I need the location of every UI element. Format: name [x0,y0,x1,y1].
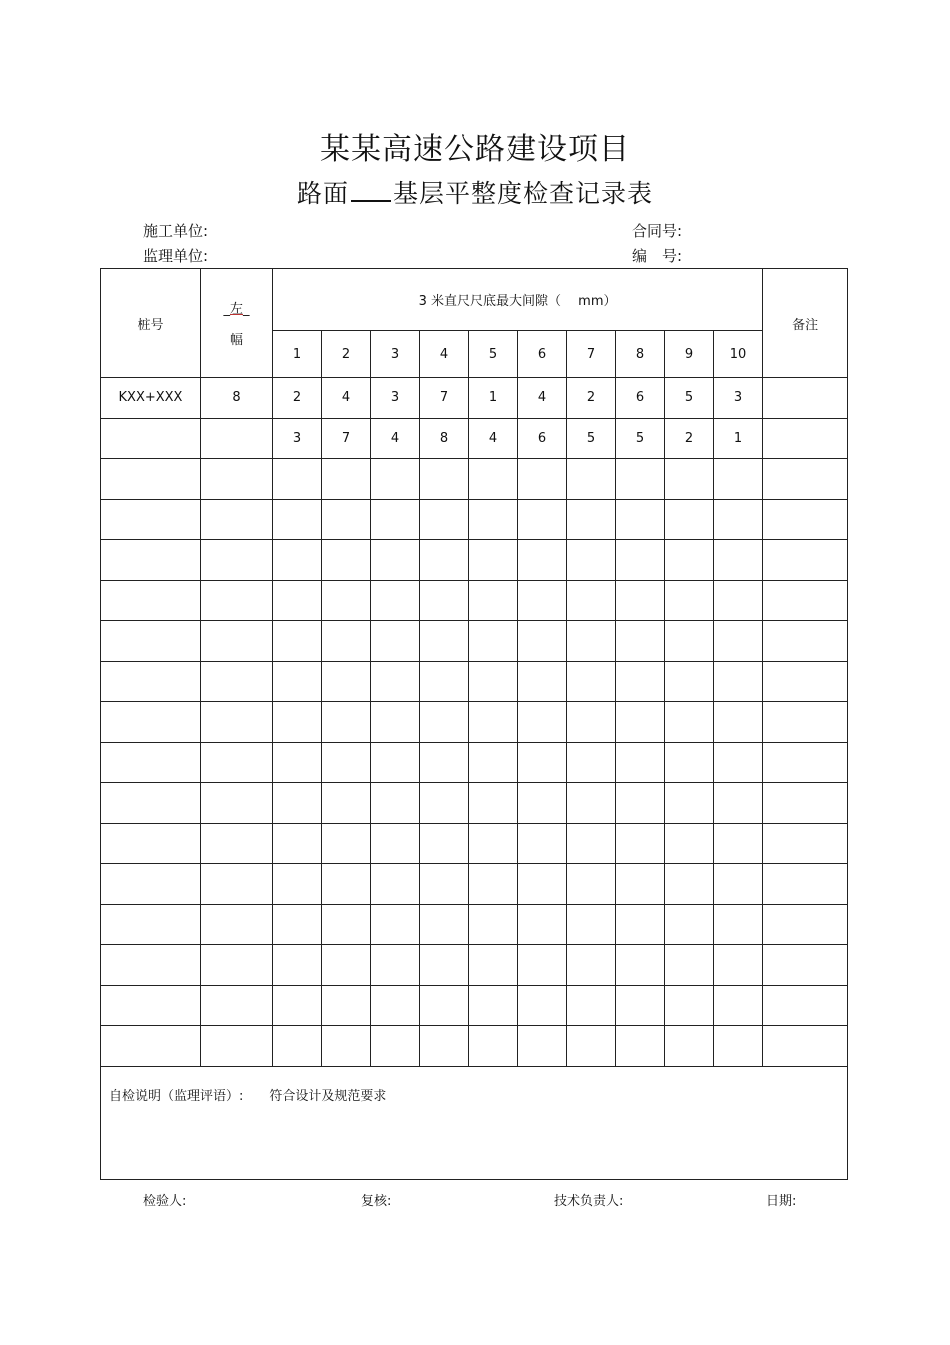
measure-cell[interactable] [322,621,371,662]
side-cell[interactable] [201,945,273,986]
measure-cell[interactable] [322,864,371,905]
stake-cell[interactable] [101,1026,201,1067]
supervision-unit-label: 监理单位: [143,247,209,265]
remark-cell[interactable] [763,499,848,540]
measure-cell[interactable] [665,823,714,864]
measure-cell[interactable] [273,661,322,702]
measure-cell[interactable]: 6 [616,378,665,419]
stake-cell[interactable] [101,621,201,662]
header-side [201,269,273,378]
table-row [101,378,848,419]
measure-cell[interactable] [518,540,567,581]
table-row [101,945,848,986]
stake-cell[interactable] [101,459,201,500]
measure-cell[interactable] [518,904,567,945]
measure-cell[interactable] [469,621,518,662]
measure-cell[interactable] [714,985,763,1026]
measure-cell[interactable] [322,540,371,581]
measure-cell[interactable] [469,702,518,743]
remark-cell[interactable] [763,418,848,459]
side-cell[interactable] [201,418,273,459]
subtitle-suffix: 基层平整度检查记录表 [393,179,654,208]
measure-cell[interactable] [714,661,763,702]
table-row [101,459,848,500]
measure-cell[interactable] [371,702,420,743]
measure-cell[interactable] [714,864,763,905]
measure-cell[interactable] [322,661,371,702]
measure-cell[interactable]: 2 [273,378,322,419]
measure-cell[interactable] [616,621,665,662]
remark-cell[interactable] [763,864,848,905]
header-point-1: 1 [273,331,322,378]
measure-cell[interactable]: 7 [420,378,469,419]
measure-cell[interactable] [714,1026,763,1067]
measure-cell[interactable] [420,621,469,662]
measure-cell[interactable] [322,580,371,621]
measure-cell[interactable] [420,904,469,945]
measure-cell[interactable] [616,985,665,1026]
measure-cell[interactable] [714,621,763,662]
self-check-value[interactable]: 符合设计及规范要求 [269,1088,387,1104]
stake-cell[interactable] [101,499,201,540]
measure-cell[interactable] [665,985,714,1026]
stake-cell[interactable] [101,742,201,783]
measure-cell[interactable] [371,904,420,945]
header-stake: 桩号 [101,269,201,378]
inspector-label: 检验人: [143,1194,187,1209]
measure-cell[interactable] [469,864,518,905]
side-cell[interactable] [201,540,273,581]
measure-cell[interactable] [420,823,469,864]
side-cell[interactable] [201,661,273,702]
side-cell[interactable] [201,1026,273,1067]
side-cell[interactable] [201,823,273,864]
contract-no-label: 合同号: [632,222,683,240]
table-row [101,904,848,945]
measure-cell[interactable] [322,702,371,743]
measure-cell[interactable] [567,783,616,824]
measure-cell[interactable]: 1 [469,378,518,419]
stake-cell[interactable] [101,702,201,743]
measure-cell[interactable] [420,864,469,905]
measure-cell[interactable] [469,661,518,702]
measure-cell[interactable] [469,823,518,864]
measure-cell[interactable] [567,742,616,783]
measure-cell[interactable] [469,499,518,540]
measure-cell[interactable] [567,904,616,945]
measure-cell[interactable] [714,580,763,621]
measure-cell[interactable]: 7 [322,418,371,459]
measure-cell[interactable] [322,459,371,500]
table-row [101,702,848,743]
header-point-5: 5 [469,331,518,378]
table-row [101,1026,848,1067]
measure-cell[interactable] [714,945,763,986]
measure-cell[interactable] [469,985,518,1026]
header-measure: 3 米直尺尺底最大间隙（ mm） [273,269,763,331]
side-cell[interactable] [201,580,273,621]
measure-cell[interactable] [371,985,420,1026]
measure-cell[interactable]: 4 [322,378,371,419]
measure-cell[interactable] [273,621,322,662]
serial-no-label: 编 号: [632,247,683,265]
remark-cell[interactable] [763,661,848,702]
measure-cell[interactable] [469,459,518,500]
table-row [101,661,848,702]
side-cell[interactable] [201,742,273,783]
remark-cell[interactable] [763,459,848,500]
measure-cell[interactable] [665,499,714,540]
measure-cell[interactable] [371,540,420,581]
measure-cell[interactable] [420,702,469,743]
measure-cell[interactable] [322,985,371,1026]
remark-cell[interactable] [763,742,848,783]
header-point-2: 2 [322,331,371,378]
measure-cell[interactable] [518,702,567,743]
measure-cell[interactable]: 4 [371,418,420,459]
tech-lead-label: 技术负责人: [554,1194,624,1209]
measure-cell[interactable] [420,499,469,540]
measure-cell[interactable]: 3 [714,378,763,419]
measure-cell[interactable] [273,985,322,1026]
measure-cell[interactable] [371,945,420,986]
measure-cell[interactable] [567,580,616,621]
stake-cell[interactable] [101,418,201,459]
header-side-label: _左_ [223,302,250,317]
measure-cell[interactable] [567,499,616,540]
table-row [101,864,848,905]
measure-cell[interactable]: 2 [567,378,616,419]
measure-cell[interactable] [616,540,665,581]
stake-cell[interactable] [101,783,201,824]
measure-cell[interactable]: 6 [518,418,567,459]
measure-cell[interactable] [273,864,322,905]
side-cell[interactable] [201,459,273,500]
stake-cell[interactable] [101,985,201,1026]
subtitle-prefix: 路面 [296,179,349,208]
measure-cell[interactable] [371,823,420,864]
table-row [101,783,848,824]
measure-cell[interactable] [714,742,763,783]
measure-cell[interactable] [567,621,616,662]
measure-cell[interactable] [616,742,665,783]
measure-cell[interactable] [665,864,714,905]
measure-cell[interactable] [273,580,322,621]
stake-cell[interactable] [101,580,201,621]
measure-cell[interactable] [518,864,567,905]
self-check-cell [101,1066,848,1179]
measure-cell[interactable] [665,702,714,743]
measure-cell[interactable]: 5 [616,418,665,459]
measure-cell[interactable] [322,783,371,824]
measure-cell[interactable] [567,945,616,986]
measure-cell[interactable] [469,742,518,783]
stake-cell[interactable] [101,661,201,702]
measure-cell[interactable] [518,783,567,824]
measure-cell[interactable] [616,783,665,824]
stake-cell[interactable] [101,823,201,864]
inspection-table [100,268,848,1180]
measure-cell[interactable] [518,499,567,540]
date-label: 日期: [766,1194,797,1209]
measure-cell[interactable] [322,742,371,783]
side-cell[interactable] [201,621,273,662]
remark-cell[interactable] [763,378,848,419]
remark-cell[interactable] [763,985,848,1026]
measure-cell[interactable] [518,945,567,986]
measure-cell[interactable] [567,864,616,905]
measure-cell[interactable] [616,823,665,864]
table-row [101,985,848,1026]
side-cell[interactable] [201,904,273,945]
measure-cell[interactable] [714,499,763,540]
measure-cell[interactable] [420,540,469,581]
header-point-7: 7 [567,331,616,378]
measure-cell[interactable] [518,1026,567,1067]
measure-cell[interactable] [420,742,469,783]
measure-cell[interactable] [616,904,665,945]
measure-cell[interactable] [665,945,714,986]
measure-cell[interactable] [420,1026,469,1067]
measure-cell[interactable] [273,823,322,864]
measure-cell[interactable] [469,904,518,945]
header-point-3: 3 [371,331,420,378]
measure-cell[interactable] [273,540,322,581]
measure-cell[interactable] [567,702,616,743]
remark-cell[interactable] [763,540,848,581]
stake-cell[interactable] [101,540,201,581]
measure-cell[interactable]: 2 [665,418,714,459]
document-title: 某某高速公路建设项目 [320,132,630,167]
measure-cell[interactable] [371,742,420,783]
remark-cell[interactable] [763,904,848,945]
measure-cell[interactable] [567,823,616,864]
measure-cell[interactable] [273,459,322,500]
measure-cell[interactable] [371,580,420,621]
measure-cell[interactable] [665,904,714,945]
measure-cell[interactable] [322,823,371,864]
measure-cell[interactable] [665,661,714,702]
header-remark: 备注 [763,269,848,378]
table-row [101,823,848,864]
remark-cell[interactable] [763,1026,848,1067]
header-point-8: 8 [616,331,665,378]
measure-cell[interactable] [273,499,322,540]
measure-cell[interactable] [371,621,420,662]
measure-cell[interactable] [616,864,665,905]
measure-cell[interactable] [371,783,420,824]
measure-cell[interactable]: 5 [567,418,616,459]
measure-cell[interactable] [665,742,714,783]
measure-cell[interactable] [518,580,567,621]
table-row [101,499,848,540]
construction-unit-label: 施工单位: [143,222,209,240]
measure-cell[interactable] [322,904,371,945]
measure-cell[interactable] [420,580,469,621]
measure-cell[interactable] [616,702,665,743]
measure-cell[interactable] [714,540,763,581]
side-cell[interactable] [201,499,273,540]
header-point-10: 10 [714,331,763,378]
measure-cell[interactable] [665,1026,714,1067]
measure-cell[interactable] [469,580,518,621]
measure-cell[interactable] [322,945,371,986]
measure-cell[interactable] [322,1026,371,1067]
measure-cell[interactable]: 3 [273,418,322,459]
remark-cell[interactable] [763,621,848,662]
measure-cell[interactable] [469,540,518,581]
measure-cell[interactable]: 5 [665,378,714,419]
measure-cell[interactable] [616,459,665,500]
table-row [101,418,848,459]
measure-cell[interactable] [420,459,469,500]
measure-cell[interactable] [567,459,616,500]
header-point-9: 9 [665,331,714,378]
measure-cell[interactable] [518,742,567,783]
measure-cell[interactable] [420,661,469,702]
header-point-6: 6 [518,331,567,378]
measure-cell[interactable] [273,904,322,945]
subtitle-blank-field[interactable] [351,176,391,202]
measure-cell[interactable] [469,783,518,824]
measure-cell[interactable] [714,459,763,500]
measure-cell[interactable] [420,783,469,824]
reviewer-label: 复核: [361,1194,392,1209]
header-side-unit: 幅 [229,333,243,348]
measure-cell[interactable] [371,1026,420,1067]
table-row [101,621,848,662]
table-row [101,540,848,581]
measure-cell[interactable] [714,904,763,945]
measure-cell[interactable] [371,864,420,905]
table-row [101,580,848,621]
measure-cell[interactable] [714,783,763,824]
measure-cell[interactable] [665,459,714,500]
remark-cell[interactable] [763,823,848,864]
measure-cell[interactable] [567,1026,616,1067]
table-row [101,742,848,783]
measure-cell[interactable] [469,945,518,986]
measure-cell[interactable] [665,783,714,824]
stake-cell[interactable]: KXX+XXX [101,378,201,419]
measure-cell[interactable]: 3 [371,378,420,419]
side-cell[interactable] [201,864,273,905]
self-check-label: 自检说明（监理评语）: [109,1088,244,1104]
measure-cell[interactable] [616,499,665,540]
measure-cell[interactable] [273,702,322,743]
side-cell[interactable] [201,985,273,1026]
measure-cell[interactable] [518,459,567,500]
measure-cell[interactable] [567,661,616,702]
measure-cell[interactable] [616,661,665,702]
measure-cell[interactable] [714,702,763,743]
measure-cell[interactable] [567,540,616,581]
measure-cell[interactable] [371,661,420,702]
measure-cell[interactable] [665,621,714,662]
measure-cell[interactable] [616,1026,665,1067]
measure-cell[interactable] [567,985,616,1026]
remark-cell[interactable] [763,702,848,743]
measure-cell[interactable]: 4 [518,378,567,419]
measure-cell[interactable] [273,945,322,986]
remark-cell[interactable] [763,783,848,824]
measure-cell[interactable] [518,661,567,702]
measure-cell[interactable] [420,945,469,986]
measure-cell[interactable] [469,1026,518,1067]
remark-cell[interactable] [763,580,848,621]
side-cell[interactable] [201,783,273,824]
measure-cell[interactable] [273,742,322,783]
measure-cell[interactable] [371,459,420,500]
measure-cell[interactable] [616,945,665,986]
measure-cell[interactable] [616,580,665,621]
side-cell[interactable] [201,702,273,743]
header-point-4: 4 [420,331,469,378]
measure-cell[interactable] [518,985,567,1026]
measure-cell[interactable] [665,580,714,621]
measure-cell[interactable] [518,823,567,864]
measure-cell[interactable] [322,499,371,540]
measure-cell[interactable] [714,823,763,864]
stake-cell[interactable] [101,904,201,945]
measure-cell[interactable] [420,985,469,1026]
stake-cell[interactable] [101,864,201,905]
measure-cell[interactable] [665,540,714,581]
measure-cell[interactable] [518,621,567,662]
measure-cell[interactable]: 4 [469,418,518,459]
measure-cell[interactable] [273,783,322,824]
measure-cell[interactable]: 8 [420,418,469,459]
measure-cell[interactable] [273,1026,322,1067]
side-cell[interactable]: 8 [201,378,273,419]
stake-cell[interactable] [101,945,201,986]
measure-cell[interactable] [371,499,420,540]
remark-cell[interactable] [763,945,848,986]
measure-cell[interactable]: 1 [714,418,763,459]
side-value: 左 [229,302,243,317]
document-subtitle [0,174,950,210]
